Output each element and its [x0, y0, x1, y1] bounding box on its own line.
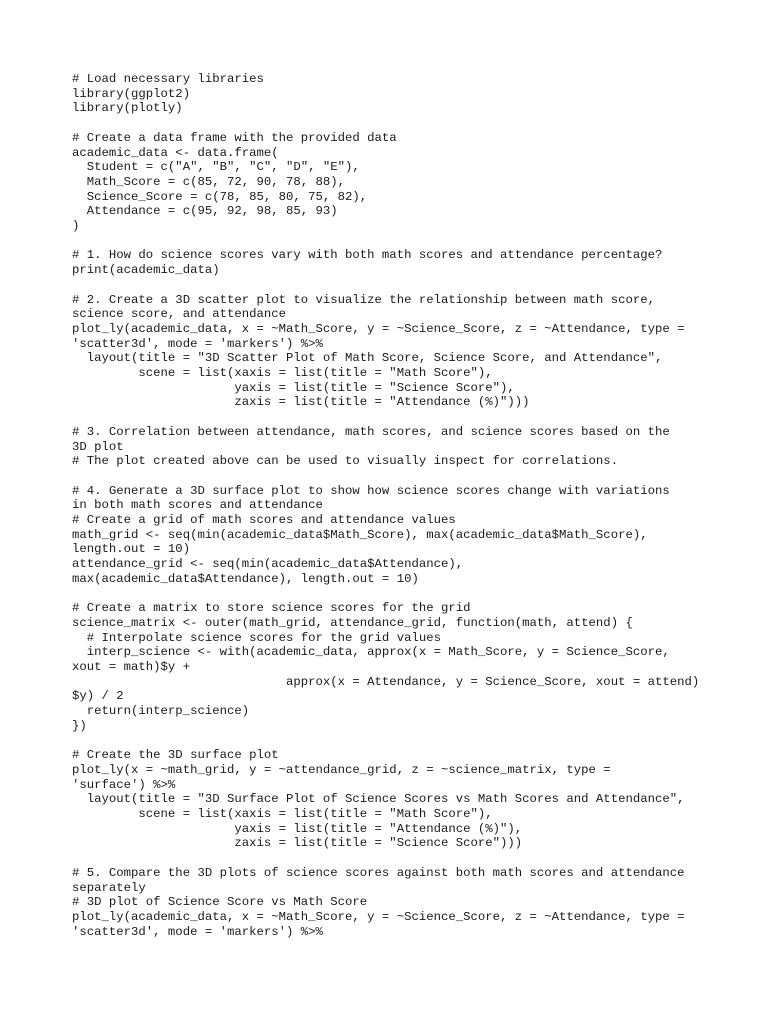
code-line: academic_data <- data.frame(: [72, 145, 279, 160]
code-line: [72, 587, 712, 602]
code-line: Student = c("A", "B", "C", "D", "E"),: [72, 160, 360, 175]
code-block: [72, 72, 712, 939]
code-line: length.out = 10): [72, 542, 191, 557]
code-line: zaxis = list(title = "Science Score"))): [72, 836, 523, 851]
code-line: 'surface') %>%: [72, 777, 176, 792]
code-line: Math_Score = c(85, 72, 90, 78, 88),: [72, 174, 346, 189]
code-line: # 4. Generate a 3D surface plot to show how science scores change with variations: [72, 483, 670, 498]
code-line: # 2. Create a 3D scatter plot to visualize the relationship between math score,: [72, 292, 655, 307]
code-line: # 1. How do science scores vary with both math scores and attendance percentage?: [72, 248, 663, 263]
code-line: 'scatter3d', mode = 'markers') %>%: [72, 924, 323, 939]
code-line: library(plotly): [72, 101, 183, 116]
code-line: # Create a grid of math scores and attendance values: [72, 513, 456, 528]
code-line: # Load necessary libraries: [72, 72, 264, 86]
code-line: # Create the 3D surface plot: [72, 748, 279, 763]
code-line: interp_science <- with(academic_data, approx(x = Math_Score, y = Science_Score,: [72, 645, 670, 660]
code-line: [72, 734, 712, 749]
code-line: zaxis = list(title = "Attendance (%)"))): [72, 395, 530, 410]
code-line: [72, 234, 712, 249]
code-line: in both math scores and attendance: [72, 498, 323, 513]
code-line: library(ggplot2): [72, 86, 191, 101]
code-line: math_grid <- seq(min(academic_data$Math_Score), max(academic_data$Math_Score),: [72, 527, 648, 542]
code-line: 3D plot: [72, 439, 124, 454]
code-line: scene = list(xaxis = list(title = "Math Score"),: [72, 366, 493, 381]
code-line: return(interp_science): [72, 704, 250, 719]
code-line: layout(title = "3D Scatter Plot of Math Score, Science Score, and Attendance",: [72, 351, 663, 366]
code-line: # 3. Correlation between attendance, math scores, and science scores based on the: [72, 424, 670, 439]
code-line: $y) / 2: [72, 689, 124, 704]
code-line: max(academic_data$Attendance), length.out = 10): [72, 571, 419, 586]
code-line: # 5. Compare the 3D plots of science scores against both math scores and attendance: [72, 865, 685, 880]
code-line: yaxis = list(title = "Attendance (%)"),: [72, 821, 523, 836]
code-line: approx(x = Attendance, y = Science_Score, xout = attend): [72, 674, 700, 689]
code-line: Attendance = c(95, 92, 98, 85, 93): [72, 204, 338, 219]
code-line: attendance_grid <- seq(min(academic_data$Attendance),: [72, 557, 464, 572]
code-line: separately: [72, 880, 146, 895]
code-line: xout = math)$y +: [72, 660, 191, 675]
code-line: print(academic_data): [72, 263, 220, 278]
code-line: layout(title = "3D Surface Plot of Science Scores vs Math Scores and Attendance",: [72, 792, 685, 807]
code-line: science score, and attendance: [72, 307, 287, 322]
code-line: science_matrix <- outer(math_grid, attendance_grid, function(math, attend) {: [72, 615, 633, 630]
code-line: [72, 410, 712, 425]
code-line: plot_ly(x = ~math_grid, y = ~attendance_grid, z = ~science_matrix, type =: [72, 762, 611, 777]
code-line: plot_ly(academic_data, x = ~Math_Score, y = ~Science_Score, z = ~Attendance, type =: [72, 909, 685, 924]
code-line: 'scatter3d', mode = 'markers') %>%: [72, 336, 323, 351]
code-line: # 3D plot of Science Score vs Math Score: [72, 895, 368, 910]
code-line: Science_Score = c(78, 85, 80, 75, 82),: [72, 189, 368, 204]
code-line: # The plot created above can be used to visually inspect for correlations.: [72, 454, 619, 469]
code-line: # Create a matrix to store science scores for the grid: [72, 601, 471, 616]
code-line: [72, 116, 712, 131]
code-line: [72, 278, 712, 293]
code-line: scene = list(xaxis = list(title = "Math Score"),: [72, 807, 493, 822]
code-line: yaxis = list(title = "Science Score"),: [72, 380, 515, 395]
code-line: [72, 469, 712, 484]
code-line: ): [72, 219, 80, 234]
code-line: plot_ly(academic_data, x = ~Math_Score, y = ~Science_Score, z = ~Attendance, type =: [72, 321, 685, 336]
code-line: [72, 851, 712, 866]
code-line: # Interpolate science scores for the grid values: [72, 630, 441, 645]
code-line: }): [72, 718, 87, 733]
code-line: # Create a data frame with the provided data: [72, 130, 397, 145]
